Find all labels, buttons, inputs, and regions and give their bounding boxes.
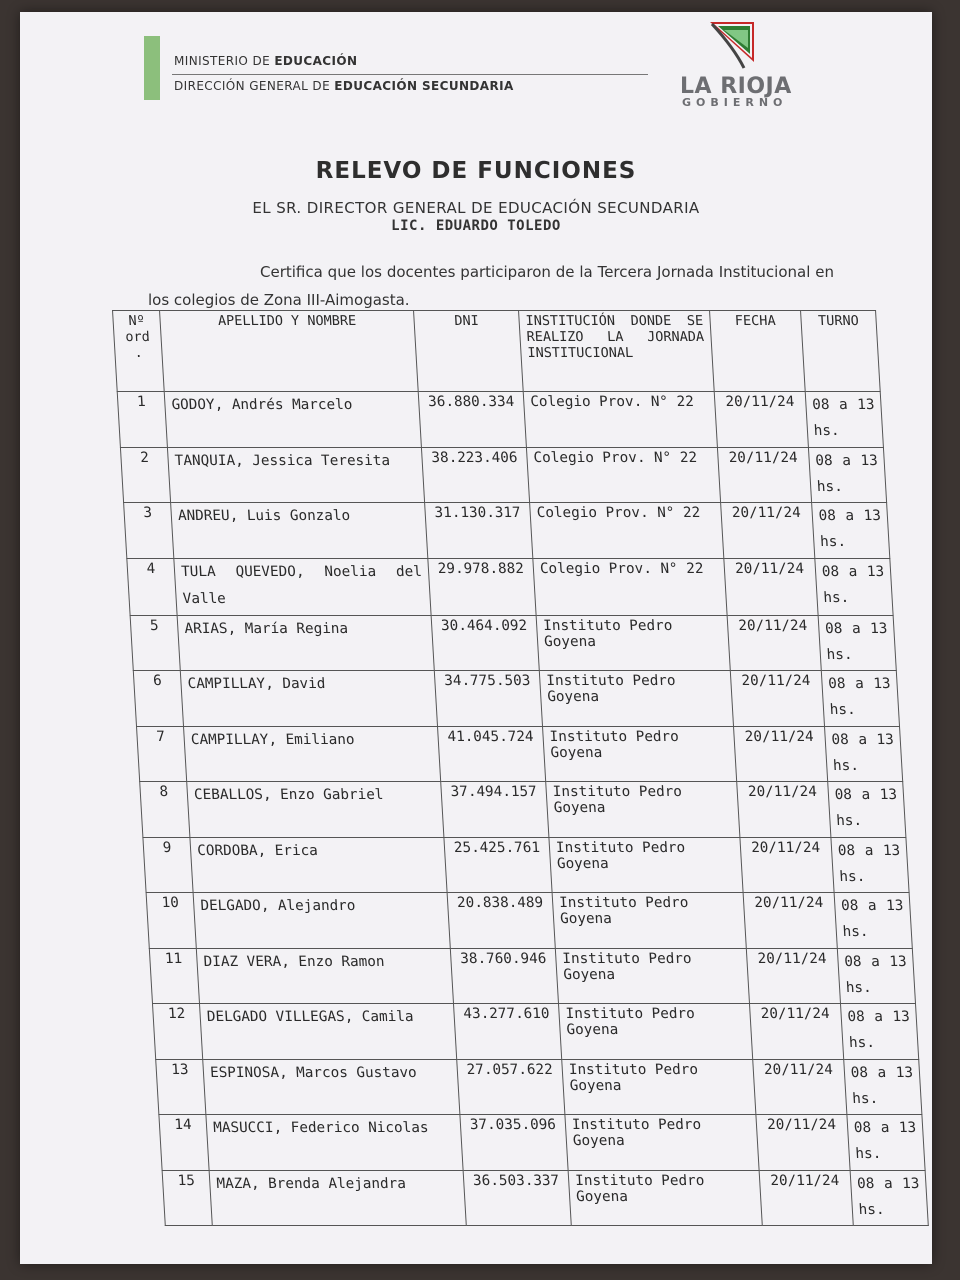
dni-cell: 36.880.334 <box>418 392 526 448</box>
date-cell: 20/11/24 <box>752 1059 846 1115</box>
row-number-cell: 5 <box>130 615 180 671</box>
institution-cell: Instituto Pedro Goyena <box>568 1170 762 1226</box>
date-cell: 20/11/24 <box>759 1170 853 1226</box>
institution-cell: Instituto Pedro Goyena <box>546 782 740 838</box>
dni-cell: 38.223.406 <box>421 447 529 503</box>
dni-cell: 37.494.157 <box>440 782 548 838</box>
teacher-name-cell: TANQUIA, Jessica Teresita <box>168 447 425 503</box>
director-name: LIC. EDUARDO TOLEDO <box>391 218 561 234</box>
dni-cell: 27.057.622 <box>456 1059 564 1115</box>
header-divider <box>172 74 648 75</box>
teacher-name-cell: CAMPILLAY, Emiliano <box>184 726 441 782</box>
date-cell: 20/11/24 <box>755 1115 849 1171</box>
row-number-cell: 14 <box>159 1115 209 1171</box>
table-row <box>146 893 912 949</box>
teacher-name-cell: TULA QUEVEDO, Noelia del Valle <box>174 558 431 615</box>
teacher-name-cell: ESPINOSA, Marcos Gustavo <box>203 1059 460 1115</box>
date-cell: 20/11/24 <box>746 948 840 1004</box>
teacher-name-cell: CAMPILLAY, David <box>180 671 437 727</box>
table-row <box>136 726 902 782</box>
table-header-row <box>113 311 881 392</box>
date-cell: 20/11/24 <box>717 447 811 503</box>
date-cell: 20/11/24 <box>714 392 808 448</box>
row-number-cell: 10 <box>146 893 196 949</box>
shift-cell: 08 a 13 hs. <box>821 671 899 727</box>
table-row <box>124 503 890 559</box>
row-number-cell: 13 <box>156 1059 206 1115</box>
header-num: Nº ord . <box>113 311 165 392</box>
participants-table <box>112 310 929 1226</box>
row-number-cell: 11 <box>149 948 199 1004</box>
date-cell: 20/11/24 <box>743 893 837 949</box>
row-number-cell: 12 <box>152 1004 202 1060</box>
document-page <box>20 12 932 1264</box>
institution-cell: Instituto Pedro Goyena <box>539 671 733 727</box>
header-name: APELLIDO Y NOMBRE <box>160 311 418 392</box>
institution-cell: Instituto Pedro Goyena <box>565 1115 759 1171</box>
institution-cell: Colegio Prov. N° 22 <box>533 558 727 615</box>
table-body <box>117 392 928 1226</box>
table-row <box>159 1115 925 1171</box>
institution-cell: Colegio Prov. N° 22 <box>523 392 717 448</box>
institution-cell: Instituto Pedro Goyena <box>559 1004 753 1060</box>
dni-cell: 36.503.337 <box>463 1170 571 1226</box>
shift-cell: 08 a 13 hs. <box>824 726 902 782</box>
institution-cell: Instituto Pedro Goyena <box>562 1059 756 1115</box>
dni-cell: 29.978.882 <box>428 558 537 615</box>
date-cell: 20/11/24 <box>730 671 824 727</box>
teacher-name-cell: ANDREU, Luis Gonzalo <box>171 503 428 559</box>
row-number-cell: 6 <box>133 671 183 727</box>
participants-table-wrapper <box>112 310 929 1226</box>
table-row <box>149 948 915 1004</box>
date-cell: 20/11/24 <box>739 837 833 893</box>
institution-cell: Instituto Pedro Goyena <box>555 948 749 1004</box>
header-accent-bar <box>144 36 160 100</box>
dni-cell: 38.760.946 <box>450 948 558 1004</box>
table-row <box>140 782 906 838</box>
shift-cell: 08 a 13 hs. <box>811 503 889 559</box>
shift-cell: 08 a 13 hs. <box>840 1004 918 1060</box>
direction-label: DIRECCIÓN GENERAL DE EDUCACIÓN SECUNDARIA <box>174 79 514 93</box>
shift-cell: 08 a 13 hs. <box>847 1115 925 1171</box>
table-row <box>117 392 883 448</box>
table-row <box>152 1004 918 1060</box>
institution-cell: Colegio Prov. N° 22 <box>526 447 720 503</box>
table-row <box>143 837 909 893</box>
teacher-name-cell: DELGADO, Alejandro <box>193 893 450 949</box>
logo-name: LA RIOJA <box>680 74 792 99</box>
document-title: RELEVO DE FUNCIONES <box>315 158 637 184</box>
document-subtitle: EL SR. DIRECTOR GENERAL DE EDUCACIÓN SECUNDARIA <box>252 199 700 217</box>
teacher-name-cell: ARIAS, María Regina <box>177 615 434 671</box>
institution-cell: Instituto Pedro Goyena <box>552 893 746 949</box>
table-row <box>127 558 893 615</box>
shift-cell: 08 a 13 hs. <box>834 893 912 949</box>
shift-cell: 08 a 13 hs. <box>843 1059 921 1115</box>
row-number-cell: 4 <box>127 558 177 615</box>
institution-cell: Colegio Prov. N° 22 <box>530 503 724 559</box>
date-cell: 20/11/24 <box>749 1004 843 1060</box>
row-number-cell: 7 <box>136 726 186 782</box>
table-row <box>130 615 896 671</box>
row-number-cell: 3 <box>124 503 174 559</box>
ministry-label: MINISTERIO DE EDUCACIÓN <box>174 54 358 68</box>
header-institution: INSTITUCIÓN DONDE SE REALIZO LA JORNADA INSTITUCIONAL <box>519 311 714 392</box>
date-cell: 20/11/24 <box>723 558 818 615</box>
shift-cell: 08 a 13 hs. <box>850 1170 928 1226</box>
dni-cell: 43.277.610 <box>453 1004 561 1060</box>
row-number-cell: 2 <box>120 447 170 503</box>
shift-cell: 08 a 13 hs. <box>815 558 894 615</box>
table-row <box>162 1170 928 1226</box>
row-number-cell: 9 <box>143 837 193 893</box>
shift-cell: 08 a 13 hs. <box>837 948 915 1004</box>
table-row <box>133 671 899 727</box>
la-rioja-logo-icon <box>704 18 760 72</box>
date-cell: 20/11/24 <box>720 503 814 559</box>
dni-cell: 37.035.096 <box>460 1115 568 1171</box>
table-row <box>156 1059 922 1115</box>
dni-cell: 30.464.092 <box>431 615 539 671</box>
header-dni: DNI <box>413 311 523 392</box>
row-number-cell: 8 <box>140 782 190 838</box>
institution-cell: Instituto Pedro Goyena <box>536 615 730 671</box>
dni-cell: 20.838.489 <box>447 893 555 949</box>
date-cell: 20/11/24 <box>736 782 830 838</box>
header-date: FECHA <box>709 311 805 392</box>
teacher-name-cell: CEBALLOS, Enzo Gabriel <box>187 782 444 838</box>
shift-cell: 08 a 13 hs. <box>818 615 896 671</box>
shift-cell: 08 a 13 hs. <box>831 837 909 893</box>
header-shift: TURNO <box>800 311 880 392</box>
shift-cell: 08 a 13 hs. <box>808 447 886 503</box>
institution-cell: Instituto Pedro Goyena <box>549 837 743 893</box>
dni-cell: 34.775.503 <box>434 671 542 727</box>
teacher-name-cell: CORDOBA, Erica <box>190 837 447 893</box>
teacher-name-cell: GODOY, Andrés Marcelo <box>164 392 421 448</box>
dni-cell: 41.045.724 <box>437 726 545 782</box>
teacher-name-cell: DELGADO VILLEGAS, Camila <box>200 1004 457 1060</box>
teacher-name-cell: MASUCCI, Federico Nicolas <box>206 1115 463 1171</box>
date-cell: 20/11/24 <box>727 615 821 671</box>
institution-cell: Instituto Pedro Goyena <box>543 726 737 782</box>
date-cell: 20/11/24 <box>733 726 827 782</box>
dni-cell: 31.130.317 <box>424 503 532 559</box>
dni-cell: 25.425.761 <box>444 837 552 893</box>
row-number-cell: 1 <box>117 392 167 448</box>
shift-cell: 08 a 13 hs. <box>827 782 905 838</box>
row-number-cell: 15 <box>162 1170 212 1226</box>
teacher-name-cell: MAZA, Brenda Alejandra <box>209 1170 466 1226</box>
teacher-name-cell: DIAZ VERA, Enzo Ramon <box>196 948 453 1004</box>
table-row <box>120 447 886 503</box>
shift-cell: 08 a 13 hs. <box>805 392 883 448</box>
logo-subtitle: GOBIERNO <box>682 96 788 109</box>
intro-paragraph: Certifica que los docentes participaron de la Tercera Jornada Institucional en los colegios de Zona III-Aimogasta. <box>148 263 834 309</box>
